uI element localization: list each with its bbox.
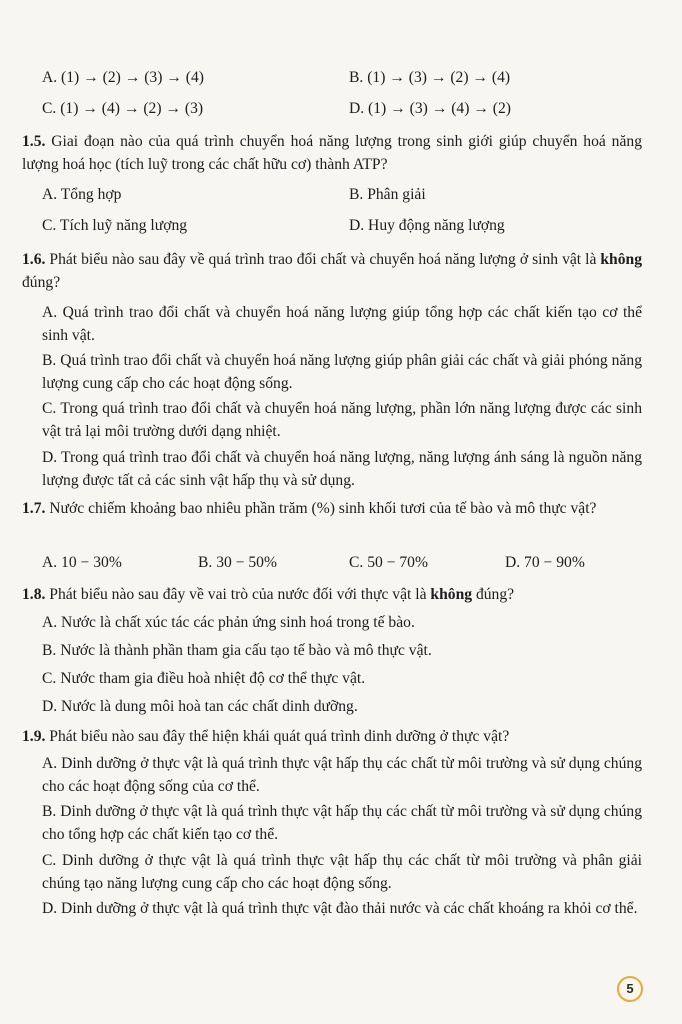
question-text: Giai đoạn nào của quá trình chuyển hoá năng lượng trong sinh giới giúp chuyển hoá năng lượng hoá học (tích luỹ trong các chất hữu cơ) thành ATP? bbox=[22, 133, 642, 173]
question-1-8 bbox=[22, 583, 642, 606]
q18-option-d: D. Nước là dung môi hoà tan các chất dinh dưỡng. bbox=[42, 698, 358, 715]
q16-option-b: B. Quá trình trao đổi chất và chuyển hoá năng lượng giúp phân giải các chất và giải phóng năng lượng cung cấp cho các hoạt động sống. bbox=[42, 352, 642, 392]
question-number: 1.8. bbox=[22, 586, 46, 603]
question-text: Phát biểu nào sau đây về quá trình trao đổi chất và chuyển hoá năng lượng ở sinh vật là bbox=[45, 251, 601, 268]
question-text: Nước chiếm khoảng bao nhiêu phần trăm (%) sinh khối tươi của tế bào và mô thực vật? bbox=[45, 500, 597, 517]
question-text: Phát biểu nào sau đây thể hiện khái quát quá trình dinh dưỡng ở thực vật? bbox=[45, 728, 510, 745]
q14-option-a: A. (1) → (2) → (3) → (4) bbox=[42, 69, 204, 86]
question-number: 1.6. bbox=[22, 251, 46, 268]
question-1-5 bbox=[22, 130, 642, 176]
question-1-6 bbox=[22, 248, 642, 294]
question-text-end: đúng? bbox=[22, 274, 61, 291]
q15-option-b: B. Phân giải bbox=[349, 186, 426, 203]
question-1-7 bbox=[22, 497, 642, 520]
q14-option-c: C. (1) → (4) → (2) → (3) bbox=[42, 100, 204, 117]
question-text: Phát biểu nào sau đây về vai trò của nước đối với thực vật là bbox=[45, 586, 431, 603]
q17-option-d: D. 70 − 90% bbox=[505, 554, 585, 571]
question-number: 1.9. bbox=[22, 728, 46, 745]
emphasis-text: không bbox=[430, 586, 473, 603]
q19-option-a: A. Dinh dưỡng ở thực vật là quá trình thực vật hấp thụ các chất từ môi trường và sử dụng chúng cho các hoạt động sống của cơ thể. bbox=[42, 755, 642, 795]
question-number: 1.5. bbox=[22, 133, 46, 150]
q15-option-a: A. Tổng hợp bbox=[42, 186, 122, 203]
q18-option-b: B. Nước là thành phần tham gia cấu tạo tế bào và mô thực vật. bbox=[42, 642, 432, 659]
q14-option-b: B. (1) → (3) → (2) → (4) bbox=[349, 69, 511, 86]
q19-option-d: D. Dinh dưỡng ở thực vật là quá trình thực vật đào thải nước và các chất khoáng ra khỏi cơ thể. bbox=[42, 900, 638, 917]
q15-option-c: C. Tích luỹ năng lượng bbox=[42, 217, 188, 234]
q16-option-d: D. Trong quá trình trao đổi chất và chuyển hoá năng lượng, năng lượng ánh sáng là nguồn năng lượng được tất cả các sinh vật hấp thụ và sử dụng. bbox=[42, 449, 642, 489]
question-text-end: đúng? bbox=[472, 586, 515, 603]
q18-option-a: A. Nước là chất xúc tác các phản ứng sinh hoá trong tế bào. bbox=[42, 614, 415, 631]
q16-option-c: C. Trong quá trình trao đổi chất và chuyển hoá năng lượng, phần lớn năng lượng được các sinh vật trả lại môi trường dưới dạng nhiệt. bbox=[42, 400, 642, 440]
q16-option-a: A. Quá trình trao đổi chất và chuyển hoá năng lượng giúp tổng hợp các chất kiến tạo cơ thể sinh vật. bbox=[42, 304, 642, 344]
q19-option-c: C. Dinh dưỡng ở thực vật là quá trình thực vật hấp thụ các chất từ môi trường và phân giải chúng tạo năng lượng cung cấp cho các hoạt động sống. bbox=[42, 852, 642, 892]
emphasis-text: không bbox=[600, 251, 642, 268]
q17-option-b: B. 30 − 50% bbox=[198, 554, 277, 571]
q14-option-d: D. (1) → (3) → (4) → (2) bbox=[349, 100, 511, 117]
q17-option-a: A. 10 − 30% bbox=[42, 554, 122, 571]
q17-option-c: C. 50 − 70% bbox=[349, 554, 428, 571]
q15-option-d: D. Huy động năng lượng bbox=[349, 217, 505, 234]
question-number: 1.7. bbox=[22, 500, 46, 517]
question-1-9 bbox=[22, 725, 642, 748]
q18-option-c: C. Nước tham gia điều hoà nhiệt độ cơ thể thực vật. bbox=[42, 670, 366, 687]
page-number: 5 bbox=[617, 976, 643, 1002]
q19-option-b: B. Dinh dưỡng ở thực vật là quá trình thực vật hấp thụ các chất từ môi trường và sử dụng chúng cho tổng hợp các chất kiến tạo cơ thể. bbox=[42, 803, 642, 843]
